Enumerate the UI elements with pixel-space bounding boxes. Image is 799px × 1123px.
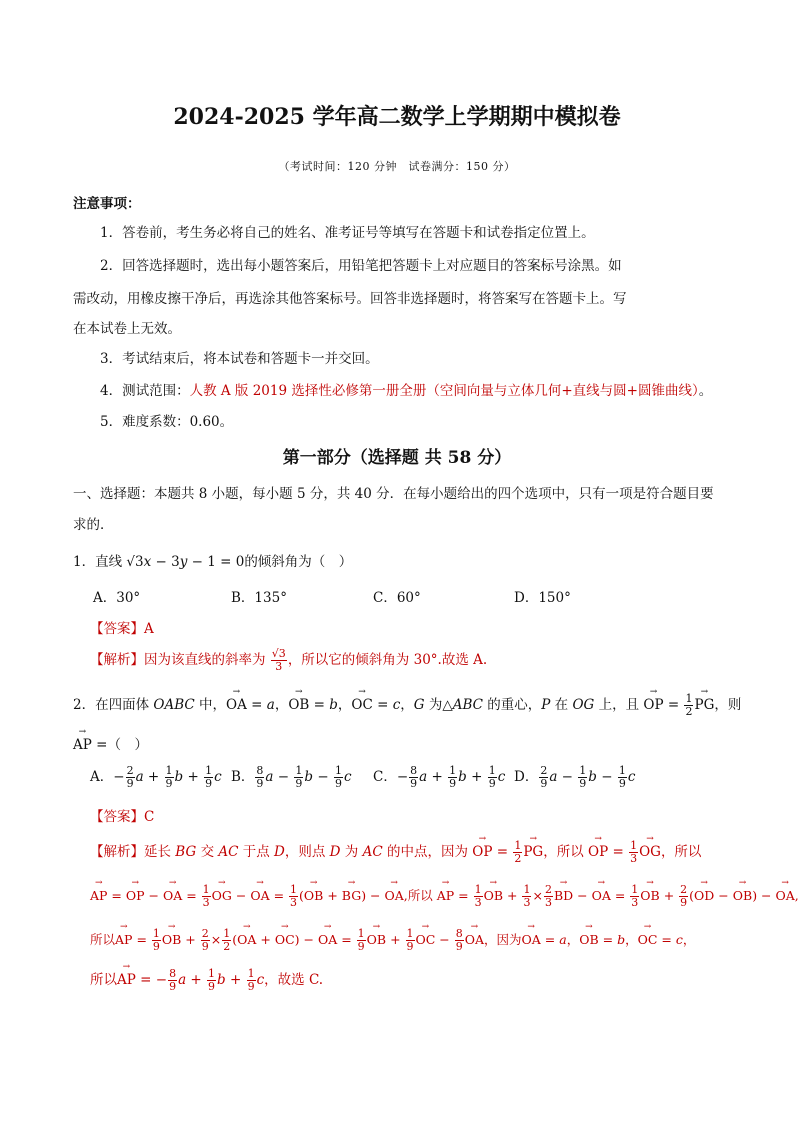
question-2-number: 2．在四面体 bbox=[73, 697, 150, 713]
question-2-stem-cont: → AP =（ ） bbox=[73, 733, 148, 753]
notice-item-5: 5．难度系数：0.60。 bbox=[100, 414, 234, 430]
q1-explanation bbox=[90, 648, 487, 673]
notice-item-4-suffix: 。 bbox=[698, 383, 713, 399]
notice-item-2-line-2: 需改动，用橡皮擦干净后，再选涂其他答案标号。回答非选择题时，将答案写在答题卡上。写 bbox=[73, 291, 627, 307]
q2-explain-text-e: 为 bbox=[344, 844, 359, 860]
question-2-stem: 2．在四面体 OABC 中，→ OA = a，→ OB = b，→ OC = c，G 为△ABC 的重心，P 在 OG 上，且 → OP = $\frac{1}{2}$ → PG，则 bbox=[73, 693, 741, 718]
q2-explain-text-h: ，所以 bbox=[660, 844, 702, 860]
q2-explain-text-g: ，所以 bbox=[543, 844, 584, 860]
notice-item-4 bbox=[100, 379, 712, 399]
slope-fraction: $\frac{√3}{3}$ bbox=[271, 647, 286, 673]
section-intro-line-1: 一、选择题：本题共 8 小题，每小题 5 分，共 40 分．在每小题给出的四个选项中，只有一项是符合题目要 bbox=[73, 486, 714, 502]
q2-explain-text-d: ，则点 bbox=[284, 844, 326, 860]
q1-answer: 【答案】A bbox=[90, 621, 154, 637]
q2-explanation-line-4: 所以→ AP = − $\frac{8}{9}$ a + $\frac{1}{9}$ b + $\frac{1}{9}$ c，故选 C. bbox=[90, 968, 323, 993]
q1-explain-text-b: ，所以它的倾斜角为 30°.故选 A. bbox=[287, 652, 488, 668]
q2-explain-text-c: 于点 bbox=[242, 844, 270, 860]
notice-item-2-line-1: 2．回答选择题时，选出每小题答案后，用铅笔把答题卡上对应题目的答案标号涂黑。如 bbox=[100, 258, 622, 274]
q2-explain-text-a: 延长 bbox=[144, 844, 171, 860]
test-scope: 人教 A 版 2019 选择性必修第一册全册（空间向量与立体几何+直线与圆+圆锥曲线） bbox=[189, 383, 699, 399]
q1-explain-label: 【解析】 bbox=[90, 652, 144, 668]
q1-option-a: A．30° bbox=[93, 590, 141, 606]
q1-explain-text-a: 因为该直线的斜率为 bbox=[144, 652, 266, 668]
q2-answer: 【答案】C bbox=[90, 809, 155, 825]
q2-option-d: D． $\frac{2}{9}$ a − $\frac{1}{9}$ b − $\frac{1}{9}$ c bbox=[514, 764, 636, 790]
q2-because-label: ，因为 bbox=[484, 932, 522, 947]
q2-explanation-line-2: → AP = → OP − → OA = $\frac{1}{3}$ → OG − → OA = $\frac{1}{3}$ (→ OB + → BG) − → OA,所以 → AP = $\frac{1}{3}$ → OB + $\frac{1}{3}$ × $\frac{2}{3}$ → BD − → OA = $\frac{1}{3}$ → OB + $\frac{2}{9}$ (→ OD − → OB) − → OA, bbox=[90, 884, 799, 909]
line-equation: √3x − 3y − 1 = 0 bbox=[126, 554, 245, 570]
notice-item-3: 3．考试结束后，将本试卷和答题卡一并交回。 bbox=[100, 351, 379, 367]
notice-item-2-line-3: 在本试卷上无效。 bbox=[73, 321, 181, 337]
q2-option-b: B． $\frac{8}{9}$ a − $\frac{1}{9}$ b − $\frac{1}{9}$ c bbox=[231, 764, 352, 790]
q2-so-label: 所以 bbox=[90, 932, 116, 947]
q2-explain-text-b: 交 bbox=[200, 844, 215, 860]
q1-option-d: D．150° bbox=[514, 590, 571, 606]
page-title: 2024-2025 学年高二数学上学期期中模拟卷 bbox=[173, 104, 621, 130]
question-1-number: 1．直线 bbox=[73, 554, 123, 570]
notice-item-1: 1．答卷前，考生务必将自己的姓名、准考证号等填写在答题卡和试卷指定位置上。 bbox=[100, 225, 595, 241]
notice-item-4-prefix: 4．测试范围： bbox=[100, 383, 190, 399]
exam-info: （考试时间：120 分钟 试卷满分：150 分） bbox=[278, 160, 516, 173]
notice-heading: 注意事项： bbox=[73, 196, 141, 212]
q2-explanation-line-1: 【解析】延长 BG 交 AC 于点 D，则点 D 为 AC 的中点，因为 → OP = $\frac{1}{2}$ → PG，所以 → OP = $\frac{1}{3}$ → OG，所以 bbox=[90, 840, 701, 865]
question-1-ask: 的倾斜角为（ ） bbox=[244, 554, 353, 570]
q2-option-c: C．− $\frac{8}{9}$ a + $\frac{1}{9}$ b + $\frac{1}{9}$ c bbox=[373, 764, 506, 790]
q2-option-a: A．− $\frac{2}{9}$ a + $\frac{1}{9}$ b + $\frac{1}{9}$ c bbox=[90, 764, 222, 790]
question-1-stem bbox=[73, 550, 352, 570]
q1-option-c: C．60° bbox=[373, 590, 421, 606]
q2-explanation-line-3: 所以→ AP = $\frac{1}{9}$ → OB + $\frac{2}{9}$ × $\frac{1}{2}$ (→ OA + → OC) − → OA = $\frac{1}{9}$ → OB + $\frac{1}{9}$ → OC − $\frac{8}{9}$ → OA，因为→ OA = a，→ OB = b，→ OC = c， bbox=[90, 928, 695, 953]
q1-option-b: B．135° bbox=[231, 590, 287, 606]
section-intro-line-2: 求的． bbox=[73, 517, 114, 533]
q2-final-prefix: 所以 bbox=[90, 972, 117, 988]
section-title: 第一部分（选择题 共 58 分） bbox=[282, 448, 512, 468]
q2-final-suffix: ，故选 C. bbox=[264, 972, 324, 988]
q2-explain-label: 【解析】 bbox=[90, 844, 144, 860]
q2-explain-text-f: 的中点，因为 bbox=[386, 844, 468, 860]
